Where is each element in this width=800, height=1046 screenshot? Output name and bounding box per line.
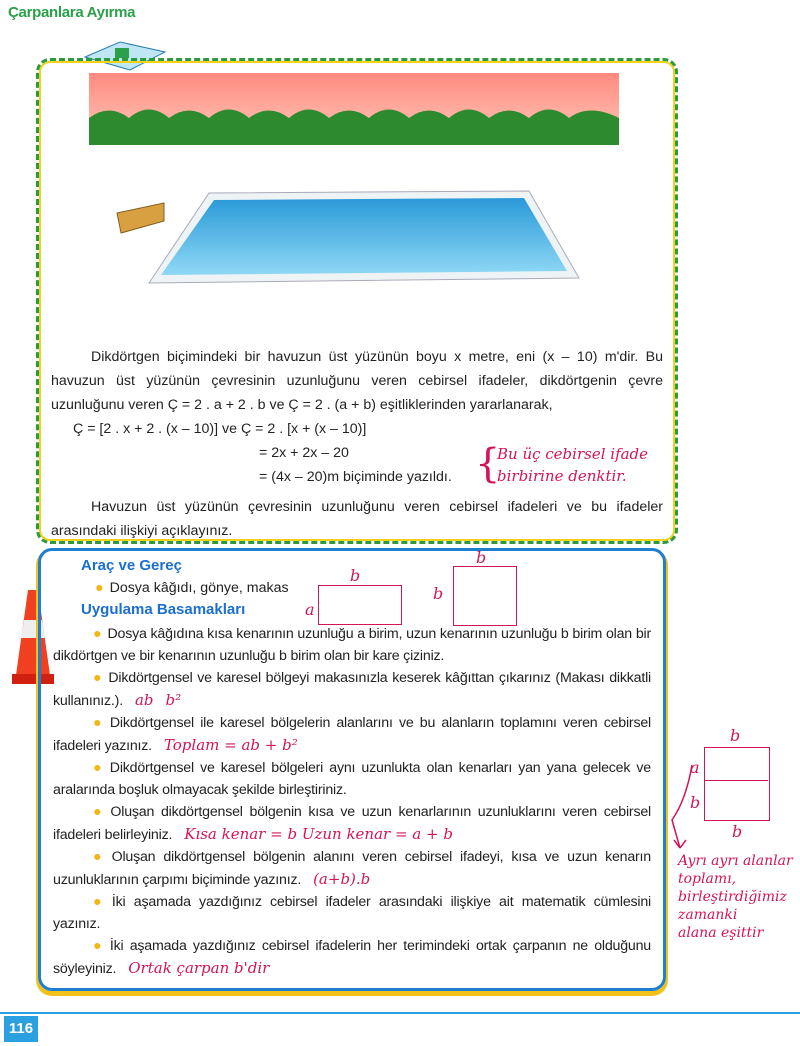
pool-illustration <box>89 73 619 303</box>
drawn-square <box>453 566 517 626</box>
handwritten-note-block <box>678 852 796 942</box>
step-item: ● Dikdörtgensel ile karesel bölgelerin alanlarını ve bu alanların toplamını veren cebirsel ifadeleri yazınız. Toplam = ab + b² <box>53 715 651 754</box>
label: b <box>730 726 741 745</box>
equation-2: = 2x + 2x – 20 <box>259 445 349 461</box>
drawn-rectangle <box>318 585 402 625</box>
handwritten-answer: Toplam = ab + b² <box>163 736 298 754</box>
problem-box: Dikdörtgen biçimindeki bir havuzun üst yüzünün boyu x metre, eni (x – 10) m'dir. Bu havuzun üst yüzünün çevresinin uzunluğunu veren cebirsel ifadeler, dikdörtgenin çevre uzunluğunu veren Ç = 2 . a + 2 . b ve Ç = 2 . (a + b) eşitliklerinden yararlanarak, Ç = [2 . x + 2 . (x – 10)] ve Ç = 2 . [x + (x – 10)] = 2x + 2x – 20 = (4x – 20)m biçiminde yazıldı. Havuzun üst yüzünün çevresinin uzunluğunu veren cebirsel ifadeleri ve bu ifadeler arasındaki ilişkiyi açıklayınız. { Bu üç cebirsel ifade birbirine denktir. <box>36 58 678 544</box>
arrow-annotation <box>666 760 696 855</box>
handwritten-answer: Kısa kenar = b Uzun kenar = a + b <box>184 825 453 843</box>
step-item: ● Oluşan dikdörtgensel bölgenin kısa ve uzun kenarlarının uzunluklarını veren cebirsel ifadeleri belirleyiniz. Kısa kenar = b Uzun kenar = a + b <box>53 804 651 843</box>
divider-line <box>704 780 768 781</box>
handwritten-note: Bu üç cebirsel ifade <box>497 445 649 463</box>
handwritten-answer: (a+b).b <box>313 870 371 888</box>
equation-3: = (4x – 20)m biçiminde yazıldı. <box>259 469 452 485</box>
equation-1: Ç = [2 . x + 2 . (x – 10)] ve Ç = 2 . [x + (x – 10)] <box>73 421 367 437</box>
handwritten-note: birbirine denktir. <box>497 467 627 485</box>
footer-rule <box>0 1012 800 1014</box>
problem-text: Dikdörtgen biçimindeki bir havuzun üst yüzünün boyu x metre, eni (x – 10) m'dir. Bu havuzun üst yüzünün çevresinin uzunluğunu veren cebirsel ifadeler, dikdörtgenin çevre uzunluğunu veren Ç = 2 . a + 2 . b ve Ç = 2 . (a + b) eşitliklerinden yararlanarak, <box>51 349 663 413</box>
handwritten-note: birleştirdiğimiz zamanki <box>678 889 787 923</box>
handwritten-answer: b² <box>165 691 182 709</box>
label: b <box>476 548 487 567</box>
step-item: ● Oluşan dikdörtgensel bölgenin alanını veren cebirsel ifadeyi, kısa ve uzun kenarın uzunluklarının çarpımı biçiminde yazınız. (a+b).b <box>53 849 651 888</box>
step-item: ● Dikdörtgensel ve karesel bölgeyi makasınızla keserek kâğıttan çıkarınız (Makası dikkatli kullanınız.). ab b² <box>53 670 651 709</box>
step-item: ● Dosya kâğıdına kısa kenarının uzunluğu a birim, uzun kenarının uzunluğu b birim olan bir dikdörtgen ve bir kenarının uzunluğu b birim olan bir kare çiziniz. <box>53 626 652 664</box>
label: a <box>305 600 315 619</box>
step-item: ● İki aşamada yazdığınız cebirsel ifadelerin her terimindeki ortak çarpanın ne olduğunu söyleyiniz. Ortak çarpan b'dir <box>53 938 651 977</box>
label: b <box>732 822 743 841</box>
page-number: 116 <box>4 1016 38 1042</box>
step-item: ● İki aşamada yazdığınız cebirsel ifadeler arasındaki ilişkiye ait matematik cümlesini yazınız. <box>53 894 651 932</box>
activity-box: Araç ve Gereç ● Dosya kâğıdı, gönye, makas Uygulama Basamakları ● Dosya kâğıdına kısa kenarının uzunluğu a birim, uzun kenarının uzunluğu b birim olan bir dikdörtgen ve bir kenarının uzunluğu b birim olan bir kare çiziniz. ● Dikdörtgensel ve karesel bölgeyi makasınızla keserek kâğıttan çıkarınız (Makası dikkatli kullanınız.). ab b² ● Dikdörtgensel ile karesel bölgelerin alanlarını ve bu alanların toplamını veren cebirsel ifadeleri yazınız. Toplam = ab + b² ● Dikdörtgensel ve karesel bölgeleri aynı uzunlukta olan kenarları yan yana gelecek ve aralarında boşluk olmayacak şekilde birleştiriniz. ● Oluşan dikdörtgensel bölgenin kısa ve uzun kenarlarının uzunluklarını veren cebirsel ifadeleri belirleyiniz. Kısa kenar = b Uzun kenar = a + b ● Oluşan dikdörtgensel bölgenin alanını veren cebirsel ifadeyi, kısa ve uzun kenarın uzunluklarının çarpımı biçiminde yazınız. (a+b).b ● İki aşamada yazdığınız cebirsel ifadeler arasındaki ilişkiye ait matematik cümlesini yazınız. ● İki aşamada yazdığınız cebirsel ifadelerin her terimindeki ortak çarpanın ne olduğunu söyleyiniz. Ortak çarpan b'dir <box>38 548 666 991</box>
handwritten-answer: Ortak çarpan b'dir <box>128 959 270 977</box>
problem-question: Havuzun üst yüzünün çevresinin uzunluğunu veren cebirsel ifadeleri ve bu ifadeler arasındaki ilişkiyi açıklayınız. <box>51 499 663 539</box>
drawn-combined-rectangle <box>704 747 770 821</box>
label: b <box>350 566 361 585</box>
step-item: ● Dikdörtgensel ve karesel bölgeleri aynı uzunlukta olan kenarları yan yana gelecek ve aralarında boşluk olmayacak şekilde birleştiriniz. <box>53 760 651 798</box>
steps-heading: Uygulama Basamakları <box>81 601 246 618</box>
label: a <box>690 758 700 777</box>
tools-heading: Araç ve Gereç <box>81 557 182 574</box>
handwritten-answer: ab <box>134 691 154 709</box>
tools-list: Dosya kâğıdı, gönye, makas <box>109 580 289 596</box>
label: b <box>690 793 701 812</box>
chapter-title: Çarpanlara Ayırma <box>8 4 136 21</box>
handwritten-note: Ayrı ayrı alanlar toplamı, <box>678 853 793 887</box>
handwritten-note: alana eşittir <box>678 925 764 941</box>
label: b <box>433 584 444 603</box>
